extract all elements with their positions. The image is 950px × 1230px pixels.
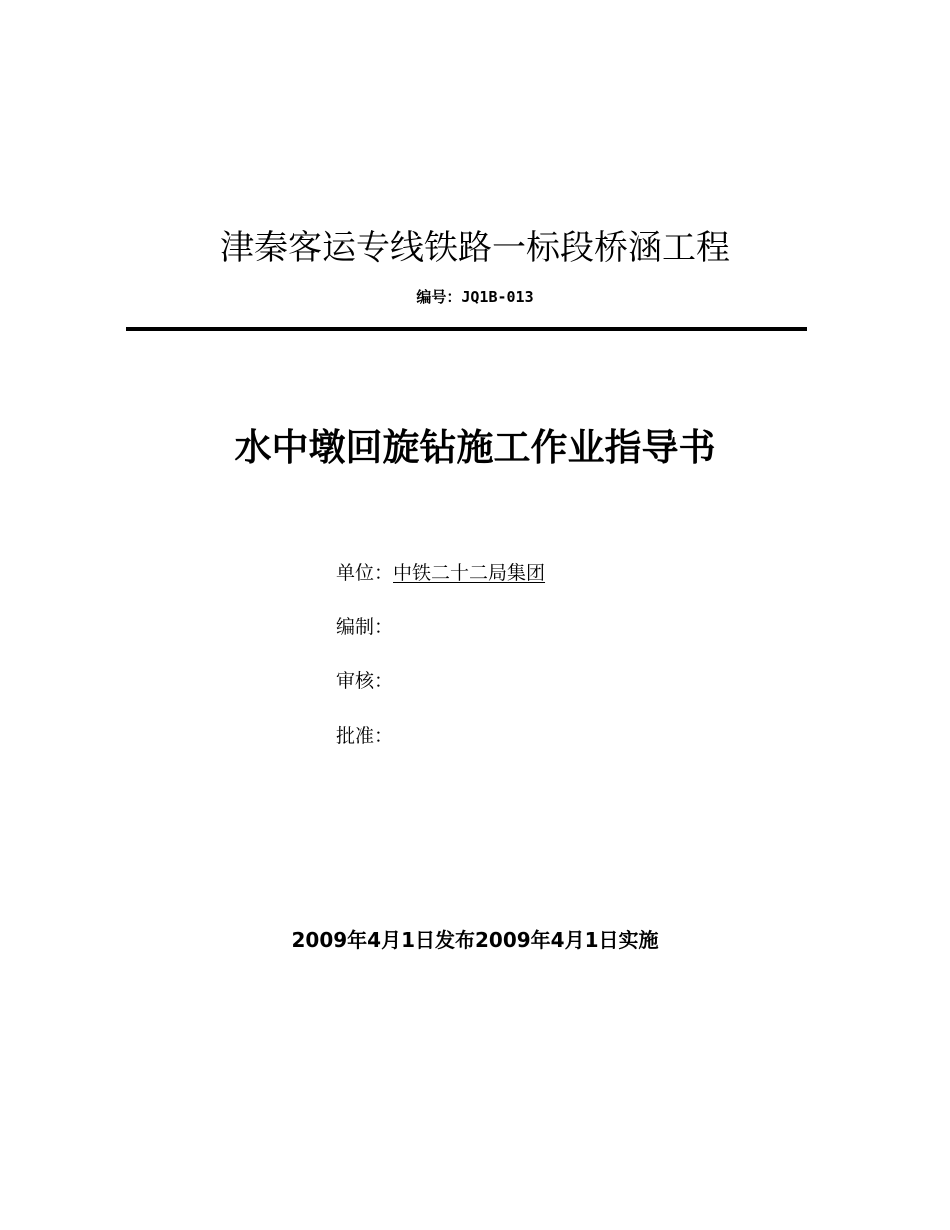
approver-label: 批准： bbox=[336, 725, 394, 747]
unit-row bbox=[336, 559, 545, 587]
editor-row bbox=[336, 613, 393, 641]
document-title: 水中墩回旋钻施工作业指导书 bbox=[234, 426, 716, 469]
document-number: 编号：JQ1B-013 bbox=[416, 288, 534, 306]
unit-label: 单位： bbox=[336, 562, 394, 584]
editor-label: 编制： bbox=[336, 616, 394, 638]
project-title: 津秦客运专线铁路一标段桥涵工程 bbox=[220, 228, 730, 268]
reviewer-row bbox=[336, 667, 393, 695]
publish-implement-dates: 2009年4月1日发布2009年4月1日实施 bbox=[291, 928, 659, 952]
unit-value: 中铁二十二局集团 bbox=[393, 562, 546, 584]
header-divider bbox=[126, 327, 807, 331]
reviewer-label: 审核： bbox=[336, 670, 394, 692]
approver-row bbox=[336, 722, 393, 750]
